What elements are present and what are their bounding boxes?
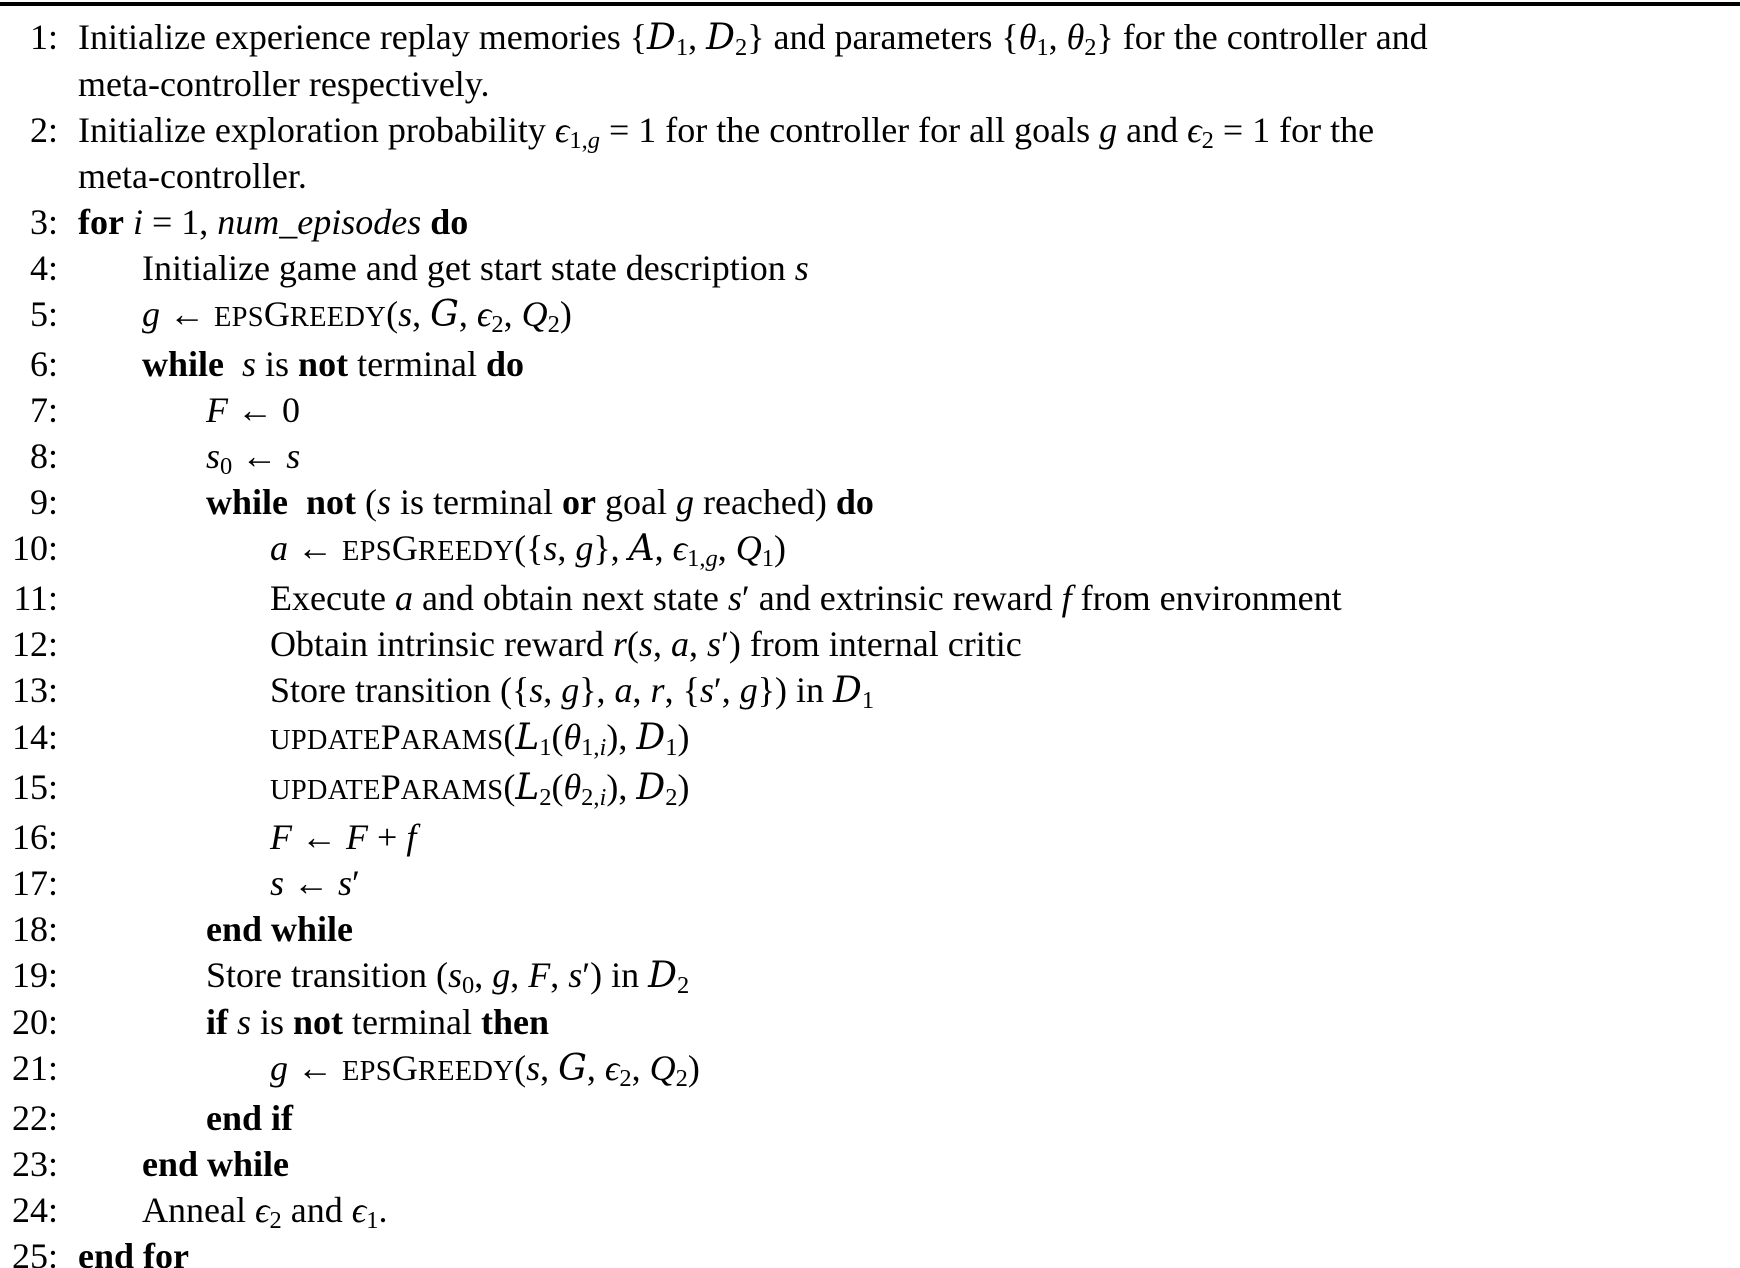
line-number: 2: xyxy=(29,110,58,150)
algorithm-line xyxy=(0,291,1740,341)
line-content: Obtain intrinsic reward r(s, a, s′) from internal critic xyxy=(270,624,1022,664)
line-number: 20: xyxy=(11,1002,58,1042)
line-number: 3: xyxy=(29,202,58,242)
algorithm-line xyxy=(0,1045,1740,1095)
algorithm-line xyxy=(0,1187,1740,1233)
line-content: meta-controller respectively. xyxy=(78,64,490,104)
line-content: end for xyxy=(78,1236,189,1268)
algorithm-listing xyxy=(0,6,1740,1268)
algorithm-line xyxy=(0,1141,1740,1187)
line-number: 8: xyxy=(29,436,58,476)
algorithm-line xyxy=(0,107,1740,153)
line-content: Store transition ({s, g}, a, r, {s′, g}) in $D_1$ xyxy=(270,670,875,715)
line-content: end if xyxy=(206,1098,294,1138)
algorithm-line xyxy=(0,906,1740,952)
line-content: if s is not terminal then xyxy=(206,1002,550,1042)
algorithm-line xyxy=(0,245,1740,291)
line-number: 18: xyxy=(11,909,58,949)
line-content: while s is not terminal do xyxy=(142,344,525,384)
algorithm-line xyxy=(0,525,1740,575)
line-content: Initialize experience replay memories {$D_1$, $D_2$} and parameters {$\theta_1$, $\theta_2$} for the controller and xyxy=(78,17,1428,62)
line-number: 1: xyxy=(29,17,58,57)
line-content: meta-controller. xyxy=(78,156,307,196)
line-number: 23: xyxy=(11,1144,58,1184)
line-content: s ← s′ xyxy=(270,863,360,903)
line-number: 24: xyxy=(11,1190,58,1230)
line-content: $UPDATEPARAMS(L_2(\theta_{2,i})$, $D_2$) xyxy=(270,767,690,812)
algorithm-line xyxy=(0,814,1740,860)
line-number: 25: xyxy=(11,1236,58,1268)
algorithm-line xyxy=(0,667,1740,714)
line-number: 21: xyxy=(11,1048,58,1088)
line-number: 19: xyxy=(11,955,58,995)
line-content: Store transition ($s_0$, g, F, s′) in $D_2$ xyxy=(206,955,690,1000)
algorithm-line xyxy=(0,621,1740,667)
line-content: $UPDATEPARAMS(L_1(\theta_{1,i})$, $D_1$) xyxy=(270,717,690,762)
line-content: Anneal $\epsilon_2$ and $\epsilon_1$. xyxy=(142,1190,388,1235)
line-content: end while xyxy=(206,909,354,949)
line-number: 22: xyxy=(11,1098,58,1138)
line-number: 16: xyxy=(11,817,58,857)
line-content: while not (s is terminal or goal g reached) do xyxy=(206,482,874,522)
line-number: 5: xyxy=(29,294,58,334)
line-number: 6: xyxy=(29,344,58,384)
line-number: 9: xyxy=(29,482,58,522)
line-content: a ← EPSGREEDY({s, g}, A, $\epsilon_{1,g}$, $Q_1$) xyxy=(270,528,786,573)
line-number: 11: xyxy=(13,578,58,618)
line-number: 10: xyxy=(11,528,58,568)
algorithm-line xyxy=(0,999,1740,1045)
line-content: F ← F + f xyxy=(270,817,417,857)
algorithm-line xyxy=(0,433,1740,479)
line-content: for i = 1, num_episodes do xyxy=(78,202,469,242)
line-number: 4: xyxy=(29,248,58,288)
algorithm-line xyxy=(0,860,1740,906)
algorithm-line xyxy=(0,61,1740,107)
line-content: g ← EPSGREEDY(s, G, $\epsilon_2$, $Q_2$) xyxy=(142,294,572,339)
algorithm-line xyxy=(0,1233,1740,1268)
algorithm-line xyxy=(0,199,1740,245)
algorithm-line xyxy=(0,479,1740,525)
algorithm-line xyxy=(0,341,1740,387)
algorithm-line xyxy=(0,153,1740,199)
line-number: 14: xyxy=(11,717,58,757)
line-number: 17: xyxy=(11,863,58,903)
algorithm-line xyxy=(0,714,1740,764)
line-content: Initialize game and get start state description s xyxy=(142,248,809,288)
line-content: end while xyxy=(142,1144,290,1184)
line-content: g ← EPSGREEDY(s, G, $\epsilon_2$, $Q_2$) xyxy=(270,1048,700,1093)
algorithm-line xyxy=(0,952,1740,999)
line-content: F ← 0 xyxy=(206,390,300,430)
algorithm-line xyxy=(0,1095,1740,1141)
algorithm-line xyxy=(0,575,1740,621)
line-number: 12: xyxy=(11,624,58,664)
line-number: 7: xyxy=(29,390,58,430)
line-content: Execute a and obtain next state s′ and extrinsic reward f from environment xyxy=(270,578,1342,618)
algorithm-line xyxy=(0,387,1740,433)
line-content: $s_0$ ← s xyxy=(206,436,301,481)
line-number: 15: xyxy=(11,767,58,807)
line-content: Initialize exploration probability $\epsilon_{1,g} = 1$ for the controller for all goals g and $\epsilon_2 = 1$ for the xyxy=(78,110,1375,155)
algorithm-line xyxy=(0,764,1740,814)
line-number: 13: xyxy=(11,670,58,710)
algorithm-line xyxy=(0,14,1740,61)
